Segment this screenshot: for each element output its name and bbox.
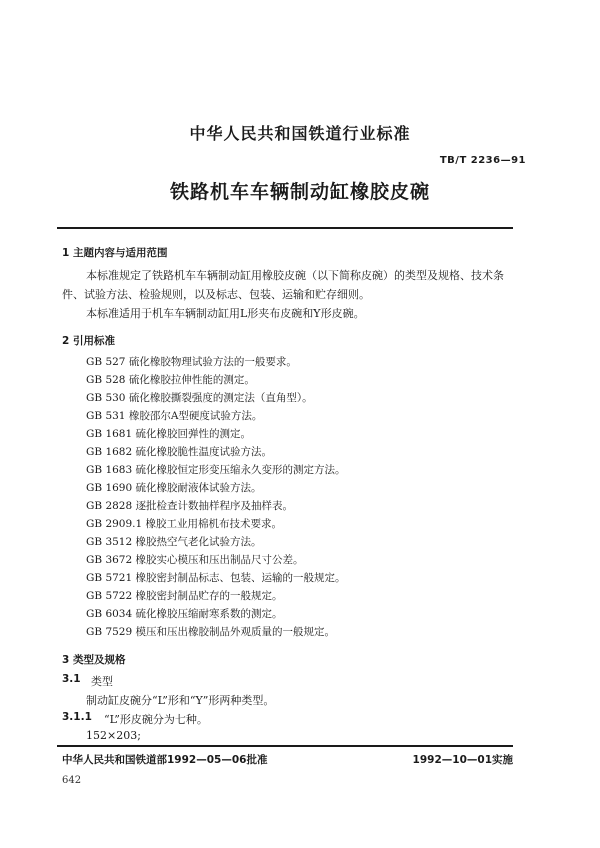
reference-item: GB 7529 模压和压出橡胶制品外观质量的一般规定。 — [86, 626, 335, 638]
reference-item: GB 5721 橡胶密封制品标志、包装、运输的一般规定。 — [86, 572, 346, 584]
reference-item: GB 5722 橡胶密封制品贮存的一般规定。 — [86, 590, 283, 602]
subsection-3-1-title: 类型 — [91, 675, 113, 688]
reference-item: GB 1683 硫化橡胶恒定形变压缩永久变形的测定方法。 — [86, 464, 346, 476]
reference-item: GB 530 硫化橡胶撕裂强度的测定法（直角型）。 — [86, 392, 313, 404]
reference-item: GB 1682 硫化橡胶脆性温度试验方法。 — [86, 446, 273, 458]
approval-statement: 中华人民共和国铁道部1992—05—06批准 — [62, 754, 268, 766]
effective-date: 1992—10—01实施 — [412, 754, 513, 766]
section-1-paragraph-2: 本标准适用于机车车辆制动缸用L形夹布皮碗和Y形皮碗。 — [86, 307, 365, 320]
section-1-heading: 1 主题内容与适用范围 — [62, 247, 168, 259]
subsection-3-1-1-number: 3.1.1 — [62, 711, 92, 723]
reference-item: GB 1690 硫化橡胶耐液体试验方法。 — [86, 482, 262, 494]
reference-item: GB 3512 橡胶热空气老化试验方法。 — [86, 536, 262, 548]
page-number: 642 — [62, 775, 82, 786]
reference-item: GB 531 橡胶邵尔A型硬度试验方法。 — [86, 410, 263, 422]
size-list-line: 152×203; — [86, 729, 141, 742]
header-divider — [57, 227, 513, 229]
reference-item: GB 3672 橡胶实心模压和压出制品尺寸公差。 — [86, 554, 304, 566]
subsection-3-1-1-text: “L”形皮碗分为七种。 — [104, 713, 208, 726]
standard-code: TB/T 2236—91 — [439, 155, 526, 166]
reference-item: GB 1681 硫化橡胶回弹性的测定。 — [86, 428, 252, 440]
section-3-heading: 3 类型及规格 — [62, 654, 126, 666]
document-title: 铁路机车车辆制动缸橡胶皮碗 — [169, 181, 430, 203]
reference-item: GB 527 硫化橡胶物理试验方法的一般要求。 — [86, 356, 297, 368]
section-1-paragraph-1-line-2: 件、试验方法、检验规则，以及标志、包装、运输和贮存细则。 — [62, 288, 370, 301]
reference-item: GB 528 硫化橡胶拉伸性能的测定。 — [86, 374, 255, 386]
reference-item: GB 6034 硫化橡胶压缩耐寒系数的测定。 — [86, 608, 283, 620]
subsection-3-1-text: 制动缸皮碗分“L”形和“Y”形两种类型。 — [86, 694, 275, 707]
footer-divider — [57, 745, 513, 747]
section-1-paragraph-1-line-1: 本标准规定了铁路机车车辆制动缸用橡胶皮碗（以下简称皮碗）的类型及规格、技术条 — [86, 269, 504, 282]
reference-item: GB 2828 逐批检查计数抽样程序及抽样表。 — [86, 500, 294, 512]
section-2-heading: 2 引用标准 — [62, 335, 115, 347]
subsection-3-1-number: 3.1 — [62, 673, 81, 685]
reference-item: GB 2909.1 橡胶工业用棉机布技术要求。 — [86, 518, 283, 530]
issuing-organization: 中华人民共和国铁道行业标准 — [189, 124, 411, 143]
